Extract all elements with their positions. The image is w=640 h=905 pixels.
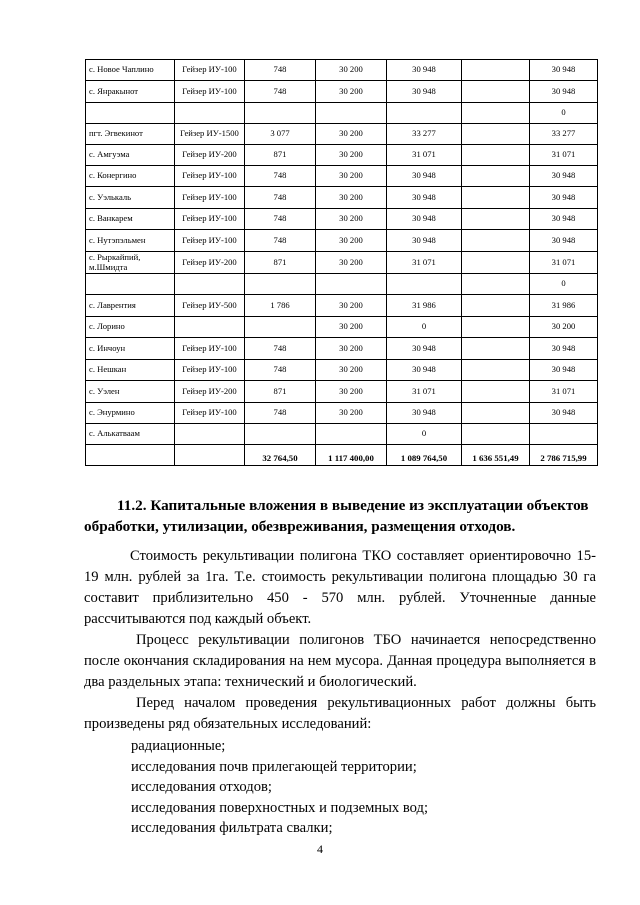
value-cell: 30 200 — [530, 317, 598, 338]
equipment-cell: Гейзер ИУ-100 — [175, 81, 245, 103]
value-cell — [462, 60, 530, 81]
value-cell — [462, 381, 530, 403]
value-cell: 871 — [245, 381, 316, 403]
settlement-cell: пгт. Эгвекинот — [86, 124, 175, 145]
settlement-cell — [86, 103, 175, 124]
value-cell: 33 277 — [530, 124, 598, 145]
list-item: радиационные; — [131, 738, 226, 754]
settlement-cell: с. Ванкарем — [86, 209, 175, 230]
equipment-cell: Гейзер ИУ-100 — [175, 166, 245, 187]
table-row — [86, 252, 598, 274]
value-cell — [530, 424, 598, 445]
section-heading — [84, 495, 597, 537]
equipment-cell: Гейзер ИУ-200 — [175, 381, 245, 403]
value-cell — [387, 103, 462, 124]
value-cell — [462, 338, 530, 360]
value-cell: 748 — [245, 230, 316, 252]
value-cell: 30 200 — [316, 166, 387, 187]
settlement-cell: с. Инчоун — [86, 338, 175, 360]
value-cell — [316, 424, 387, 445]
value-cell — [316, 274, 387, 295]
value-cell: 31 071 — [387, 252, 462, 274]
value-cell: 31 071 — [530, 145, 598, 166]
settlement-cell: с. Лаврентия — [86, 295, 175, 317]
value-cell: 30 948 — [387, 60, 462, 81]
value-cell: 30 948 — [530, 60, 598, 81]
value-cell — [462, 252, 530, 274]
value-cell — [462, 103, 530, 124]
value-cell: 30 948 — [387, 230, 462, 252]
value-cell — [462, 317, 530, 338]
value-cell: 30 200 — [316, 81, 387, 103]
table-row — [86, 424, 598, 445]
value-cell — [462, 360, 530, 381]
value-cell: 30 200 — [316, 338, 387, 360]
settlement-cell: с. Рыркайпий, м.Шмидта — [86, 252, 175, 274]
value-cell: 30 948 — [530, 230, 598, 252]
value-cell — [245, 317, 316, 338]
value-cell — [462, 124, 530, 145]
value-cell: 30 200 — [316, 381, 387, 403]
value-cell: 31 071 — [530, 252, 598, 274]
total-cell — [175, 445, 245, 466]
value-cell — [462, 81, 530, 103]
equipment-cell — [175, 424, 245, 445]
value-cell — [462, 166, 530, 187]
equipment-cell: Гейзер ИУ-100 — [175, 187, 245, 209]
table-row — [86, 230, 598, 252]
value-cell: 30 948 — [530, 403, 598, 424]
table-row — [86, 103, 598, 124]
value-cell — [462, 230, 530, 252]
settlement-cell — [86, 274, 175, 295]
settlement-cell: с. Энурмино — [86, 403, 175, 424]
value-cell: 30 948 — [387, 403, 462, 424]
table-row — [86, 124, 598, 145]
table-row — [86, 274, 598, 295]
cost-table — [85, 59, 598, 466]
value-cell: 0 — [387, 424, 462, 445]
list-item: исследования почв прилегающей территории; — [131, 758, 417, 775]
equipment-cell: Гейзер ИУ-500 — [175, 295, 245, 317]
paragraph-process: Процесс рекультивации полигонов ТБО начинается непосредственно после окончания складирования на нем мусора. Данная процедура выполняется в два раздельных этапа: технический и биологический. — [84, 632, 596, 690]
equipment-cell: Гейзер ИУ-1500 — [175, 124, 245, 145]
settlement-cell: с. Нешкан — [86, 360, 175, 381]
table-row — [86, 317, 598, 338]
value-cell: 748 — [245, 360, 316, 381]
equipment-cell — [175, 103, 245, 124]
table-row — [86, 187, 598, 209]
value-cell: 30 200 — [316, 295, 387, 317]
value-cell: 748 — [245, 338, 316, 360]
value-cell: 0 — [530, 274, 598, 295]
value-cell — [462, 187, 530, 209]
value-cell: 30 200 — [316, 317, 387, 338]
value-cell: 748 — [245, 81, 316, 103]
settlement-cell: с. Алькатваам — [86, 424, 175, 445]
total-cell: 1 117 400,00 — [316, 445, 387, 466]
table-row — [86, 360, 598, 381]
value-cell: 30 948 — [530, 338, 598, 360]
total-cell: 1 636 551,49 — [462, 445, 530, 466]
value-cell: 30 200 — [316, 124, 387, 145]
value-cell: 0 — [387, 317, 462, 338]
value-cell — [462, 424, 530, 445]
value-cell — [462, 274, 530, 295]
settlement-cell: с. Конергино — [86, 166, 175, 187]
table-row — [86, 338, 598, 360]
settlement-cell: с. Новое Чаплино — [86, 60, 175, 81]
value-cell: 31 071 — [387, 145, 462, 166]
value-cell: 33 277 — [387, 124, 462, 145]
equipment-cell: Гейзер ИУ-100 — [175, 230, 245, 252]
equipment-cell — [175, 274, 245, 295]
value-cell: 30 200 — [316, 230, 387, 252]
list-item: исследования фильтрата свалки; — [131, 820, 333, 836]
settlement-cell: с. Уэлен — [86, 381, 175, 403]
table-row — [86, 295, 598, 317]
list-item: исследования отходов; — [131, 779, 272, 795]
value-cell: 748 — [245, 60, 316, 81]
value-cell: 871 — [245, 252, 316, 274]
studies-list — [131, 736, 428, 839]
total-cell — [86, 445, 175, 466]
equipment-cell — [175, 317, 245, 338]
value-cell: 748 — [245, 403, 316, 424]
value-cell — [316, 103, 387, 124]
section-heading-line2: обработки, утилизации, обезвреживания, размещения отходов. — [84, 518, 516, 535]
value-cell: 30 200 — [316, 252, 387, 274]
value-cell: 748 — [245, 166, 316, 187]
value-cell — [462, 145, 530, 166]
value-cell: 30 200 — [316, 60, 387, 81]
total-cell: 1 089 764,50 — [387, 445, 462, 466]
value-cell: 30 200 — [316, 187, 387, 209]
value-cell: 30 948 — [387, 81, 462, 103]
paragraph-studies: Перед началом проведения рекультивационных работ должны быть произведены ряд обязательных исследований: — [84, 695, 596, 732]
settlement-cell: с. Лорино — [86, 317, 175, 338]
value-cell: 30 948 — [387, 209, 462, 230]
table-row — [86, 381, 598, 403]
settlement-cell: с. Нутэпэльмен — [86, 230, 175, 252]
value-cell — [462, 209, 530, 230]
value-cell: 748 — [245, 209, 316, 230]
value-cell — [245, 103, 316, 124]
total-cell: 32 764,50 — [245, 445, 316, 466]
value-cell — [245, 274, 316, 295]
value-cell: 30 948 — [530, 209, 598, 230]
table-row — [86, 166, 598, 187]
table-row — [86, 60, 598, 81]
value-cell — [245, 424, 316, 445]
cost-table-body — [86, 60, 598, 466]
table-total-row — [86, 445, 598, 466]
value-cell: 1 786 — [245, 295, 316, 317]
value-cell: 31 071 — [530, 381, 598, 403]
value-cell: 30 948 — [387, 338, 462, 360]
value-cell: 3 077 — [245, 124, 316, 145]
equipment-cell: Гейзер ИУ-100 — [175, 338, 245, 360]
value-cell: 30 948 — [530, 81, 598, 103]
equipment-cell: Гейзер ИУ-100 — [175, 360, 245, 381]
page-number: 4 — [317, 842, 323, 856]
value-cell: 30 200 — [316, 360, 387, 381]
equipment-cell: Гейзер ИУ-200 — [175, 252, 245, 274]
section-heading-line1: 11.2. Капитальные вложения в выведение из эксплуатации объектов — [117, 497, 589, 514]
value-cell: 30 200 — [316, 145, 387, 166]
value-cell: 31 071 — [387, 381, 462, 403]
table-row — [86, 81, 598, 103]
value-cell: 30 948 — [387, 360, 462, 381]
value-cell: 30 948 — [530, 187, 598, 209]
value-cell — [462, 403, 530, 424]
value-cell: 748 — [245, 187, 316, 209]
list-item: исследования поверхностных и подземных вод; — [131, 799, 429, 816]
equipment-cell: Гейзер ИУ-100 — [175, 60, 245, 81]
value-cell: 30 948 — [530, 166, 598, 187]
value-cell: 0 — [530, 103, 598, 124]
value-cell: 31 986 — [530, 295, 598, 317]
value-cell: 871 — [245, 145, 316, 166]
value-cell: 30 200 — [316, 403, 387, 424]
equipment-cell: Гейзер ИУ-200 — [175, 145, 245, 166]
value-cell: 30 948 — [387, 166, 462, 187]
settlement-cell: с. Уэлькаль — [86, 187, 175, 209]
table-row — [86, 403, 598, 424]
settlement-cell: с. Амгуэма — [86, 145, 175, 166]
table-row — [86, 145, 598, 166]
total-cell: 2 786 715,99 — [530, 445, 598, 466]
value-cell: 31 986 — [387, 295, 462, 317]
equipment-cell: Гейзер ИУ-100 — [175, 209, 245, 230]
value-cell: 30 200 — [316, 209, 387, 230]
value-cell — [462, 295, 530, 317]
value-cell: 30 948 — [387, 187, 462, 209]
value-cell — [387, 274, 462, 295]
settlement-cell: с. Янракынот — [86, 81, 175, 103]
equipment-cell: Гейзер ИУ-100 — [175, 403, 245, 424]
table-row — [86, 209, 598, 230]
paragraph-cost: Стоимость рекультивации полигона ТКО составляет ориентировочно 15-19 млн. рублей за 1га. Т.е. стоимость рекультивации полигона площадью 30 га составит приблизительно 450 - 570 млн. рублей. Уточненные данные рассчитываются под каждый объект. — [84, 548, 596, 627]
value-cell: 30 948 — [530, 360, 598, 381]
